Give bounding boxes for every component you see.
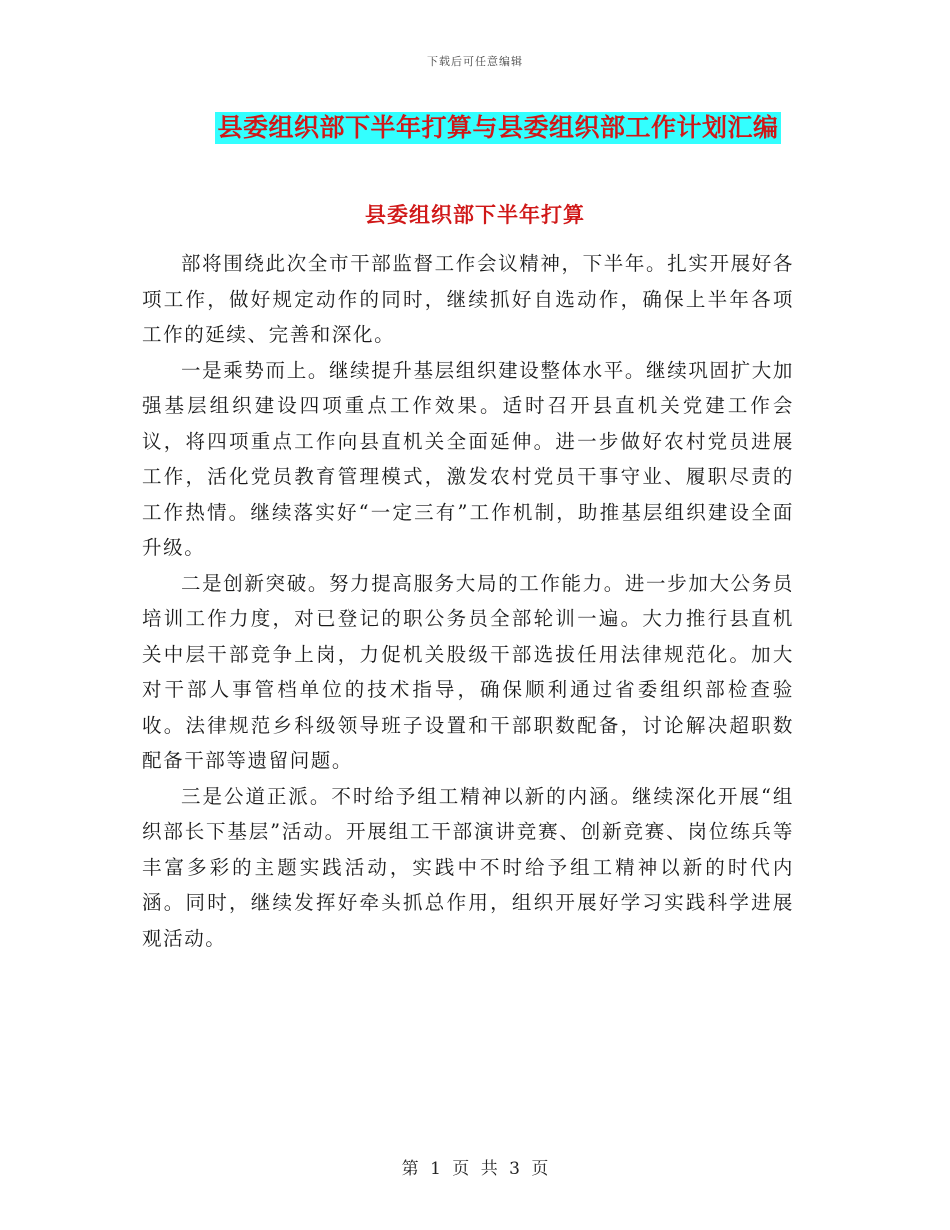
paragraph-point-three: 三是公道正派。不时给予组工精神以新的内涵。继续深化开展“组织部长下基层”活动。开展组工干部演讲竞赛、创新竞赛、岗位练兵等丰富多彩的主题实践活动，实践中不时给予组工精神以新的时代内涵。同时，继续发挥好牵头抓总作用，组织开展好学习实践科学进展观活动。 — [142, 784, 794, 950]
paragraph-intro: 部将围绕此次全市干部监督工作会议精神，下半年。扎实开展好各项工作，做好规定动作的同时，继续抓好自选动作，确保上半年各项工作的延续、完善和深化。 — [142, 252, 794, 346]
main-title: 县委组织部下半年打算与县委组织部工作计划汇编 — [217, 113, 779, 142]
page-number: 第 1 页 共 3 页 — [401, 1159, 549, 1179]
paragraph-point-one: 一是乘势而上。继续提升基层组织建设整体水平。继续巩固扩大加强基层组织建设四项重点工作效果。适时召开县直机关党建工作会议，将四项重点工作向县直机关全面延伸。进一步做好农村党员进展工作，活化党员教育管理模式，激发农村党员干事守业、履职尽责的工作热情。继续落实好“一定三有”工作机制，助推基层组织建设全面升级。 — [142, 358, 794, 559]
paragraph-point-two: 二是创新突破。努力提高服务大局的工作能力。进一步加大公务员培训工作力度，对已登记的职公务员全部轮训一遍。大力推行县直机关中层干部竞争上岗，力促机关股级干部选拔任用法律规范化。加大对干部人事管档单位的技术指导，确保顺利通过省委组织部检查验收。法律规范乡科级领导班子设置和干部职数配备，讨论解决超职数配备干部等遗留问题。 — [142, 571, 794, 772]
document-body — [142, 246, 794, 956]
section-title: 县委组织部下半年打算 — [365, 202, 585, 227]
header-note: 下载后可任意编辑 — [427, 55, 523, 68]
main-title-container — [0, 112, 950, 144]
